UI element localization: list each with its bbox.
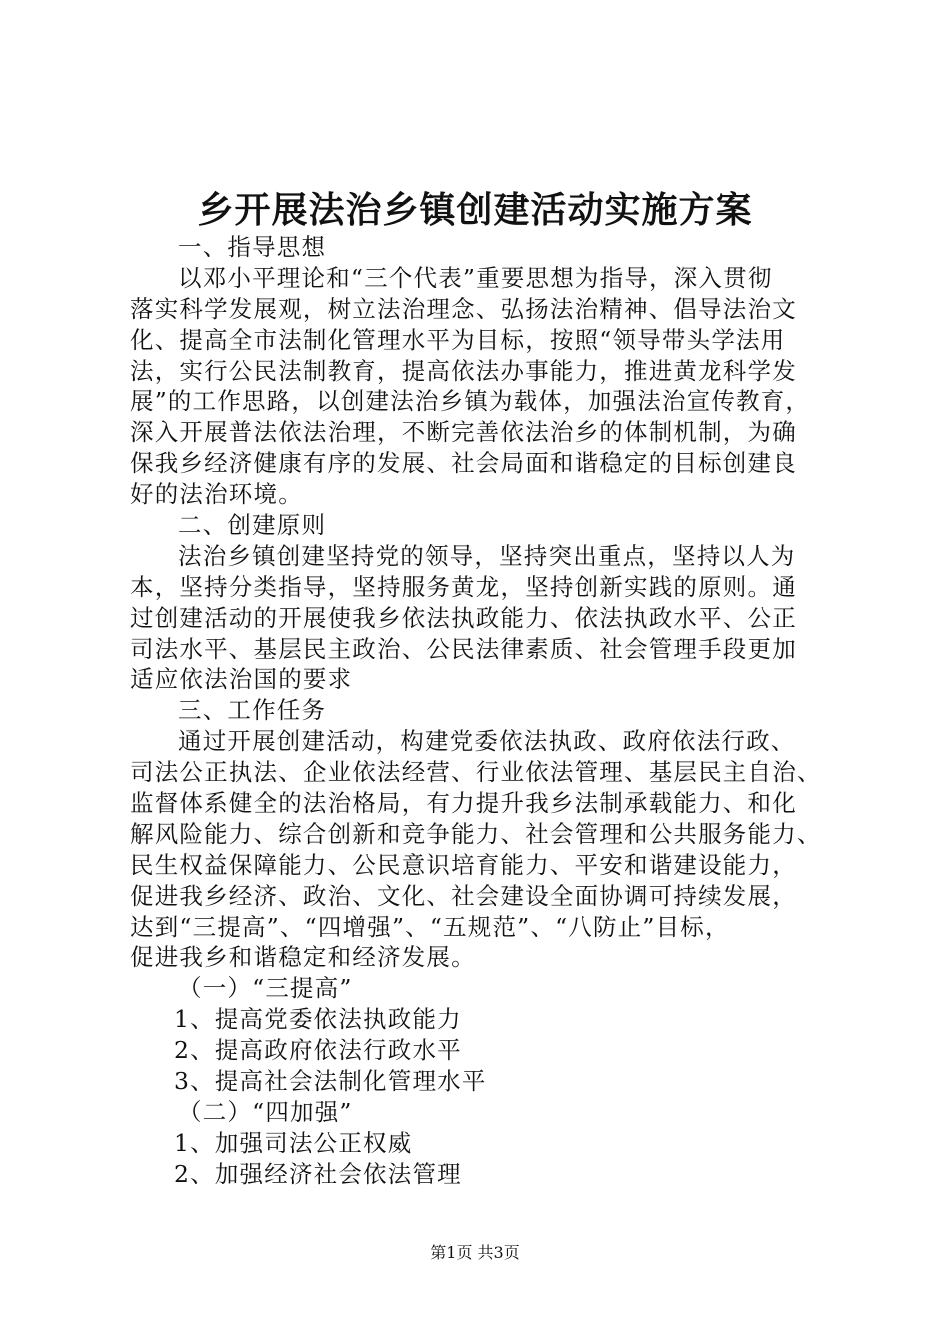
text-line: 2、加强经济社会依法管理 (174, 1159, 462, 1188)
text-line: 化、提高全市法制化管理水平为目标，按照“领导带头学法用 (130, 325, 786, 354)
document-body (130, 232, 850, 1190)
text-line: 法治乡镇创建坚持党的领导，坚持突出重点，坚持以人为 (178, 541, 796, 570)
text-line: 民生权益保障能力、公民意识培育能力、平安和谐建设能力， (130, 850, 797, 879)
text-line: 好的法治环境。 (130, 480, 303, 509)
text-line: 促进我乡经济、政治、文化、社会建设全面协调可持续发展， (130, 881, 797, 910)
text-line: 1、加强司法公正权威 (174, 1128, 413, 1157)
text-line: 三、工作任务 (178, 696, 327, 725)
text-line: 2、提高政府依法行政水平 (174, 1036, 462, 1065)
text-line: 达到“三提高”、“四增强”、“五规范”、“八防止”目标， (130, 912, 730, 941)
text-line: 落实科学发展观，树立法治理念、弘扬法治精神、倡导法治文 (130, 294, 797, 323)
text-line: 促进我乡和谐稳定和经济发展。 (130, 943, 476, 972)
text-line: 3、提高社会法制化管理水平 (174, 1067, 487, 1096)
page-footer: 第1页 共3页 (430, 1243, 520, 1262)
text-line: 以邓小平理论和“三个代表”重要思想为指导，深入贯彻 (178, 263, 773, 292)
text-line: 二、创建原则 (178, 511, 327, 540)
text-line: 本，坚持分类指导，坚持服务黄龙，坚持创新实践的原则。通 (130, 572, 797, 601)
text-line: 监督体系健全的法治格局，有力提升我乡法制承载能力、和化 (130, 789, 797, 818)
text-line: 展”的工作思路，以创建法治乡镇为载体，加强法治宣传教育， (130, 387, 811, 416)
text-line: 解风险能力、综合创新和竞争能力、社会管理和公共服务能力、 (130, 819, 822, 848)
text-line: 法，实行公民法制教育，提高依法办事能力，推进黄龙科学发 (130, 356, 797, 385)
text-line: 深入开展普法依法治理，不断完善依法治乡的体制机制，为确 (130, 418, 797, 447)
text-line: 一、指导思想 (178, 233, 327, 261)
text-line: 保我乡经济健康有序的发展、社会局面和谐稳定的目标创建良 (130, 449, 797, 478)
text-line: 过创建活动的开展使我乡依法执政能力、依法执政水平、公正 (130, 603, 797, 632)
text-line: 适应依法治国的要求 (130, 665, 353, 694)
text-line: 司法公正执法、企业依法经营、行业依法管理、基层民主自治、 (130, 758, 822, 787)
text-line: （二）“四加强” (178, 1097, 353, 1126)
text-line: 1、提高党委依法执政能力 (174, 1005, 462, 1034)
document-title: 乡开展法治乡镇创建活动实施方案 (197, 189, 753, 231)
text-line: （一）“三提高” (178, 974, 353, 1003)
text-line: 司法水平、基层民主政治、公民法律素质、社会管理手段更加 (130, 634, 797, 663)
text-line: 通过开展创建活动，构建党委依法执政、政府依法行政、 (178, 727, 796, 756)
